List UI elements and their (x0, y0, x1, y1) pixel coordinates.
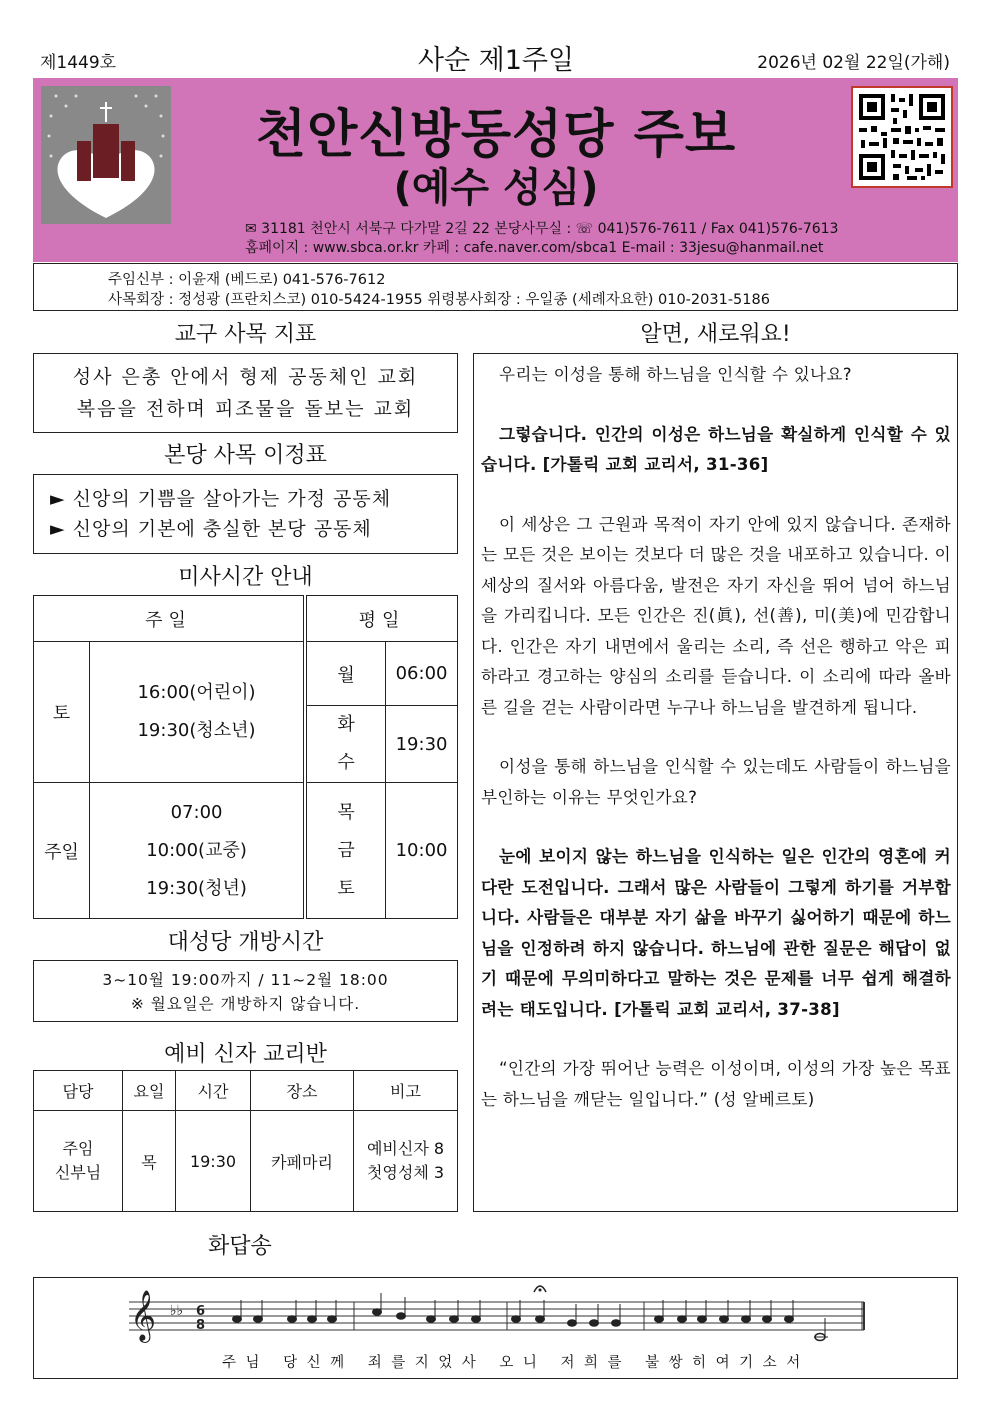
mass-time: 16:00(어린이) (137, 682, 256, 703)
svg-text:8: 8 (196, 1318, 206, 1333)
col-header: 비고 (354, 1071, 458, 1111)
sunday-header: 주일 (34, 596, 306, 642)
col-header: 장소 (251, 1071, 354, 1111)
open-hours-note: ※ 월요일은 개방하지 않습니다. (130, 995, 361, 1013)
motto-box (33, 353, 458, 433)
open-hours-title: 대성당 개방시간 (167, 930, 324, 955)
parish-contact (245, 220, 838, 258)
charge-line: 신부님 (54, 1163, 102, 1182)
liturgical-day: 사순 제1주일 (417, 45, 575, 76)
mass-title: 미사시간 안내 (178, 565, 313, 590)
charge-cell (34, 1111, 123, 1212)
open-hours-line: 3~10월 19:00까지 / 11~2월 18:00 (102, 971, 389, 989)
bulletin-title: 천안신방동성당 주보 (255, 105, 737, 165)
catechumen-table (33, 1070, 458, 1212)
note-line: 첫영성체 3 (366, 1163, 445, 1182)
weekday-days (305, 706, 386, 783)
pastoral-box (33, 474, 458, 554)
svg-text:6: 6 (196, 1304, 206, 1319)
mass-time: 07:00 (170, 801, 223, 823)
charge-line: 주임 (62, 1139, 94, 1158)
question-1: 우리는 이성을 통해 하느님을 인식할 수 있나요? (499, 365, 852, 384)
weekday-time: 06:00 (386, 642, 458, 706)
svg-text:♭♭: ♭♭ (170, 1303, 184, 1319)
psalm-lyrics: 주님 당신께 죄를지었사 오니 저희를 불쌍히여기소서 (222, 1355, 810, 1371)
catechumen-title: 예비 신자 교리반 (164, 1042, 327, 1067)
weekday-day: 목 (337, 801, 355, 823)
sun-times (90, 783, 306, 919)
weekday-day: 금 (337, 839, 355, 861)
col-header: 시간 (176, 1071, 251, 1111)
open-hours-box (33, 960, 458, 1022)
issue-date: 2026년 02월 22일(가해) (757, 53, 950, 73)
council-line: 사목회장 : 정성광 (프란치스코) 010-5424-1955 위령봉사회장 : 우일종 (세례자요한) 010-2031-5186 (108, 292, 770, 308)
weekday-days (305, 642, 386, 706)
weekday-day: 토 (337, 877, 355, 899)
pastoral-title: 본당 사목 이정표 (164, 443, 327, 468)
weekday-time: 19:30 (386, 706, 458, 783)
answer-2: 눈에 보이지 않는 하느님을 인식하는 일은 인간의 영혼에 커다란 도전입니다. 그래서 많은 사람들이 그렇게 하기를 거부합니다. 사람들은 대부분 자기 삶을 바꾸기 싫어하기 때문에 하느님을 인정하려 하지 않습니다. 하느님에 관한 질문은 해답이 없기 때문에 무의미하다고 말하는 것은 문제를 너무 쉽게 해결하려는 태도입니다. [가톨릭 교회 교리서, 37-38] (481, 847, 951, 1019)
weekday-day: 수 (337, 752, 355, 773)
question-2: 이성을 통해 하느님을 인식할 수 있는데도 사람들이 하느님을 부인하는 이유는 무엇인가요? (481, 757, 951, 807)
motto-title: 교구 사목 지표 (174, 322, 317, 347)
weekday-day: 화 (337, 714, 355, 735)
bulletin-subtitle: (예수 성심) (393, 165, 599, 211)
time-cell: 19:30 (176, 1111, 251, 1212)
mass-time: 19:30(청년) (146, 877, 247, 899)
weekday-days (305, 783, 386, 919)
issue-number: 제1449호 (40, 53, 117, 73)
motto-line: 성사 은총 안에서 형제 공동체인 교회 (72, 366, 419, 388)
pastor-line: 주임신부 : 이윤재 (베드로) 041-576-7612 (108, 272, 386, 288)
mass-time: 10:00(교중) (146, 839, 247, 861)
answer-1: 그렇습니다. 인간의 이성은 하느님을 확실하게 인식할 수 있습니다. [가톨릭 교회 교리서, 31-36] (481, 424, 951, 474)
note-cell (354, 1111, 458, 1212)
quote: “인간의 가장 뛰어난 능력은 이성이며, 이성의 가장 높은 목표는 하느님을 깨닫는 일입니다.” (성 알베르토) (481, 1059, 951, 1109)
qr-code-icon (851, 86, 953, 188)
col-header: 담당 (34, 1071, 123, 1111)
day-cell: 목 (123, 1111, 176, 1212)
paragraph-1: 이 세상은 그 근원과 목적이 자기 안에 있지 않습니다. 존재하는 모든 것은 보이는 것보다 더 많은 것을 내포하고 있습니다. 이 세상의 질서와 아름다움, 발전은 자기 자신을 뛰어 넘어 하느님을 가리킵니다. 모든 인간은 진(眞), 선(善), 미(美)에 민감합니다. 인간은 자기 내면에서 울리는 소리, 즉 선은 행하고 악은 피하라고 경고하는 양심의 소리를 듣습니다. 이 소리에 따라 올바른 길을 걷는 사람이라면 누구나 하느님을 발견하게 됩니다. (481, 514, 951, 717)
staff-box (33, 263, 958, 311)
faith-article (473, 353, 958, 1212)
mass-schedule-table (33, 595, 458, 919)
faith-title: 알면, 새로워요! (640, 322, 791, 347)
sat-times (90, 642, 306, 783)
sat-label: 토 (34, 642, 90, 783)
web-line: 홈페이지 : www.sbca.or.kr 카페 : cafe.naver.com/sbca1 E-mail : 33jesu@hanmail.net (245, 240, 824, 256)
sun-label: 주일 (34, 783, 90, 919)
svg-text:𝄞: 𝄞 (130, 1290, 157, 1341)
weekday-day: 월 (337, 664, 355, 686)
weekday-header: 평일 (305, 596, 457, 642)
pastoral-item: ► 신앙의 기본에 충실한 본당 공동체 (50, 518, 372, 540)
col-header: 요일 (123, 1071, 176, 1111)
motto-line: 복음을 전하며 피조물을 돌보는 교회 (76, 398, 415, 420)
weekday-time: 10:00 (386, 783, 458, 919)
address-line: ✉ 31181 천안시 서북구 다가말 2길 22 본당사무실 : ☏ 041)576-7611 / Fax 041)576-7613 (245, 221, 839, 237)
psalm-title: 화답송 (208, 1234, 272, 1259)
mass-time: 19:30(청소년) (137, 720, 256, 741)
place-cell: 카페마리 (251, 1111, 354, 1212)
note-line: 예비신자 8 (366, 1139, 445, 1158)
pastoral-item: ► 신앙의 기쁨을 살아가는 가정 공동체 (50, 488, 392, 510)
